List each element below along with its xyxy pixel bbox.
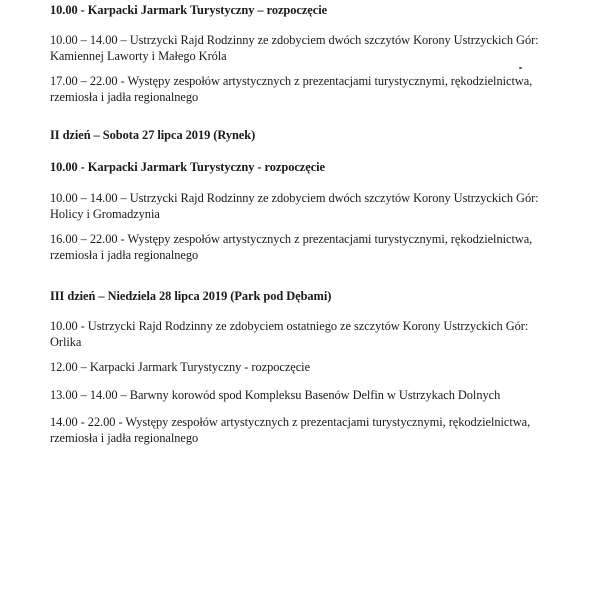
day1-rally-line1: 10.00 – 14.00 – Ustrzycki Rajd Rodzinny ze zdobyciem dwóch szczytów Korony Ustrzyckich Gór: <box>50 33 539 47</box>
day2-rally-line1: 10.00 – 14.00 – Ustrzycki Rajd Rodzinny ze zdobyciem dwóch szczytów Korony Ustrzyckich Gór: <box>50 191 539 205</box>
day1-shows-line1: 17.00 – 22.00 - Występy zespołów artystycznych z prezentacjami turystycznymi, rękodzielnictwa, <box>50 74 533 88</box>
scan-speck <box>519 67 522 69</box>
day3-fair: 12.00 – Karpacki Jarmark Turystyczny - rozpoczęcie <box>50 360 311 374</box>
day3-heading: III dzień – Niedziela 28 lipca 2019 (Park pod Dębami) <box>50 289 332 303</box>
day1-shows-line2: rzemiosła i jadła regionalnego <box>50 90 199 104</box>
day3-shows-line1: 14.00 - 22.00 - Występy zespołów artystycznych z prezentacjami turystycznymi, rękodzielnictwa, <box>50 415 531 429</box>
day3-rally-line1: 10.00 - Ustrzycki Rajd Rodzinny ze zdobyciem ostatniego ze szczytów Korony Ustrzyckich Gór: <box>50 319 529 333</box>
day1-rally-line2: Kamiennej Laworty i Małego Króla <box>50 49 227 63</box>
day3-shows-line2: rzemiosła i jadła regionalnego <box>50 431 199 445</box>
day3-rally-line2: Orlika <box>50 335 82 349</box>
day2-heading: II dzień – Sobota 27 lipca 2019 (Rynek) <box>50 128 256 142</box>
day3-parade: 13.00 – 14.00 – Barwny korowód spod Kompleksu Basenów Delfin w Ustrzykach Dolnych <box>50 388 501 402</box>
day2-shows-line1: 16.00 – 22.00 - Występy zespołów artystycznych z prezentacjami turystycznymi, rękodzielnictwa, <box>50 232 533 246</box>
day2-rally-line2: Holicy i Gromadzynia <box>50 207 160 221</box>
day2-shows-line2: rzemiosła i jadła regionalnego <box>50 248 199 262</box>
day1-opening: 10.00 - Karpacki Jarmark Turystyczny – rozpoczęcie <box>50 3 328 17</box>
day2-opening: 10.00 - Karpacki Jarmark Turystyczny - rozpoczęcie <box>50 160 325 174</box>
